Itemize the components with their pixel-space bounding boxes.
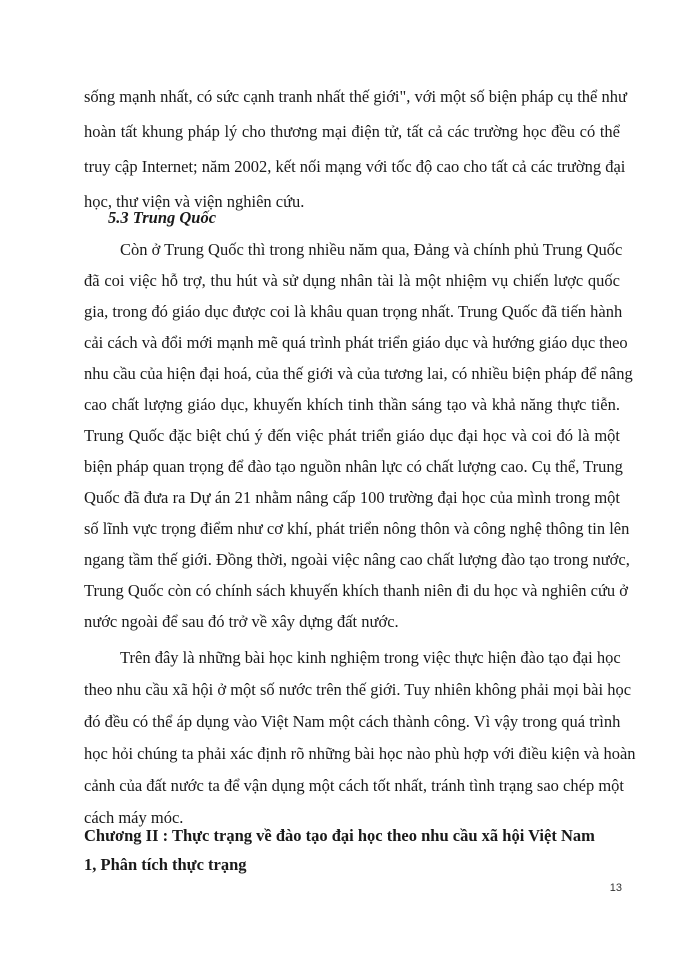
paragraph-line: cách máy móc.	[84, 808, 184, 827]
paragraph-line: đã coi việc hỗ trợ, thu hút và sử dụng nhân tài là một nhiệm vụ chiến lược quốc	[84, 271, 620, 290]
paragraph-line: Quốc đã đưa ra Dự án 21 nhằm nâng cấp 100 trường đại học của mình trong một	[84, 488, 620, 507]
paragraph-line: cao chất lượng giáo dục, khuyến khích tinh thần sáng tạo và khả năng thực tiễn.	[84, 395, 620, 414]
paragraph-line: sống mạnh nhất, có sức cạnh tranh nhất thế giới", với một số biện pháp cụ thể như	[84, 87, 627, 106]
chapter-heading: Chương II : Thực trạng về đào tạo đại học theo nhu cầu xã hội Việt Nam	[84, 826, 595, 845]
paragraph-line: hoàn tất khung pháp lý cho thương mại điện tử, tất cả các trường học đều có thể	[84, 122, 620, 141]
paragraph-line: truy cập Internet; năm 2002, kết nối mạng với tốc độ cao cho tất cả các trường đại	[84, 157, 626, 176]
paragraph-line: số lĩnh vực trọng điểm như cơ khí, phát triển nông thôn và công nghệ thông tin lên	[84, 519, 630, 538]
paragraph-line: Trên đây là những bài học kinh nghiệm trong việc thực hiện đào tạo đại học	[120, 648, 621, 667]
paragraph-line: nhu cầu của hiện đại hoá, của thế giới và của tương lai, có nhiều biện pháp để nâng	[84, 364, 633, 383]
subsection-heading: 1, Phân tích thực trạng	[84, 855, 247, 874]
paragraph-line: nước ngoài để sau đó trở về xây dựng đất nước.	[84, 612, 399, 631]
paragraph-line: đó đều có thể áp dụng vào Việt Nam một cách thành công. Vì vậy trong quá trình	[84, 712, 621, 731]
paragraph-line: Trung Quốc đặc biệt chú ý đến việc phát triển giáo dục đại học và coi đó là một	[84, 426, 620, 445]
paragraph-line: Còn ở Trung Quốc thì trong nhiều năm qua, Đảng và chính phủ Trung Quốc	[120, 240, 623, 259]
section-heading: 5.3 Trung Quốc	[108, 208, 217, 227]
paragraph-line: ngang tầm thế giới. Đồng thời, ngoài việc nâng cao chất lượng đào tạo trong nước,	[84, 550, 630, 569]
paragraph-line: cảnh của đất nước ta để vận dụng một cách tốt nhất, tránh tình trạng sao chép một	[84, 776, 624, 795]
paragraph-line: cải cách và đổi mới mạnh mẽ quá trình phát triển giáo dục và hướng giáo dục theo	[84, 333, 628, 352]
paragraph-line: theo nhu cầu xã hội ở một số nước trên thế giới. Tuy nhiên không phải mọi bài học	[84, 680, 632, 699]
paragraph-line: học hỏi chúng ta phải xác định rõ những bài học nào phù hợp với điều kiện và hoàn	[84, 744, 636, 763]
paragraph-line: học, thư viện và viện nghiên cứu.	[84, 192, 305, 211]
paragraph-line: Trung Quốc còn có chính sách khuyến khích thanh niên đi du học và nghiên cứu ở	[84, 581, 629, 600]
paragraph-line: biện pháp quan trọng để đào tạo nguồn nhân lực có chất lượng cao. Cụ thể, Trung	[84, 457, 623, 476]
paragraph-line: gia, trong đó giáo dục được coi là khâu quan trọng nhất. Trung Quốc đã tiến hành	[84, 302, 623, 321]
page-number: 13	[609, 882, 622, 894]
